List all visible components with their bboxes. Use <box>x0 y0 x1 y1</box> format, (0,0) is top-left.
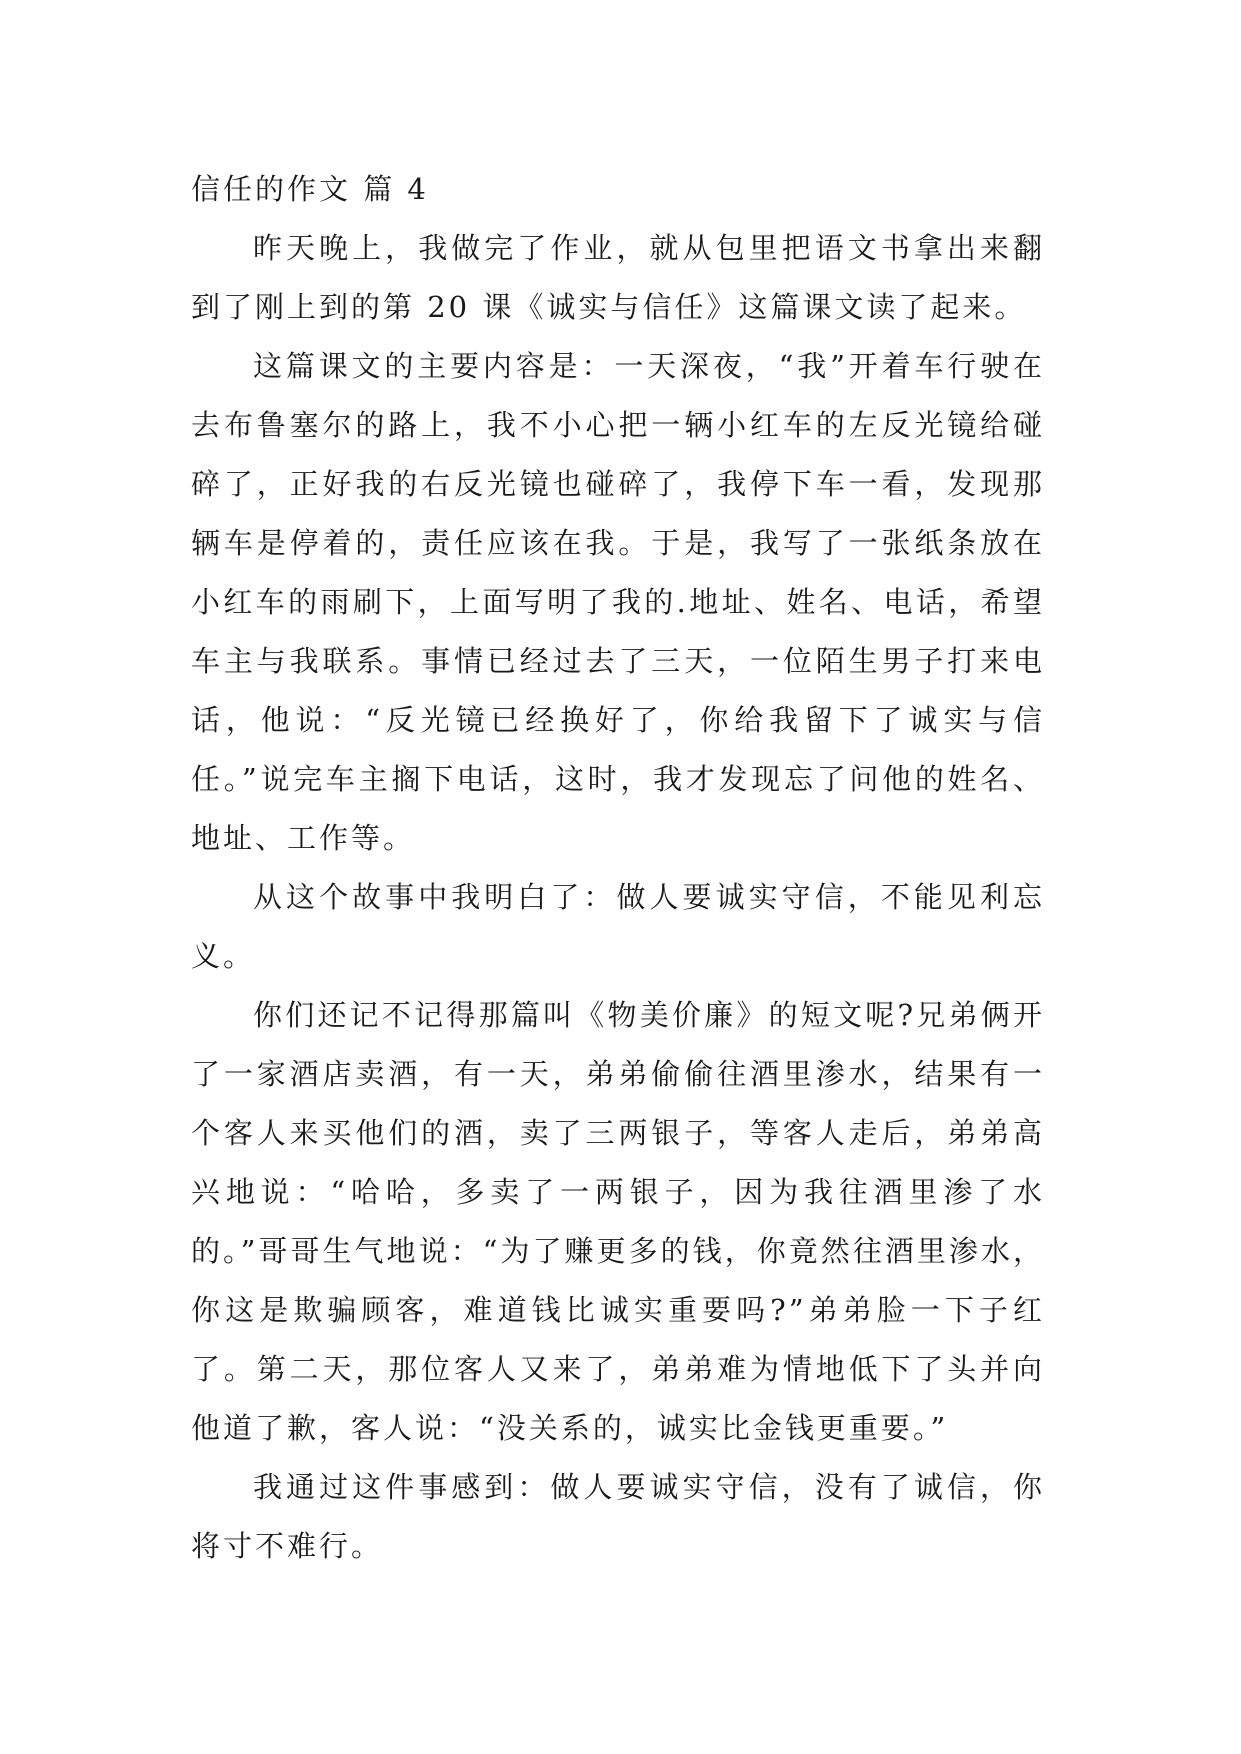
paragraph: 你们还记不记得那篇叫《物美价廉》的短文呢?兄弟俩开了一家酒店卖酒，有一天，弟弟偷偷往酒里渗水，结果有一个客人来买他们的酒，卖了三两银子，等客人走后，弟弟高兴地说：“哈哈，多卖了一两银子，因为我往酒里渗了水的。”哥哥生气地说：“为了赚更多的钱，你竟然往酒里渗水，你这是欺骗顾客，难道钱比诚实重要吗?”弟弟脸一下子红了。第二天，那位客人又来了，弟弟难为情地低下了头并向他道了歉，客人说：“没关系的，诚实比金钱更重要。” <box>191 998 1045 1445</box>
paragraph: 我通过这件事感到：做人要诚实守信，没有了诚信，你将寸不难行。 <box>191 1470 1045 1563</box>
paragraph: 从这个故事中我明白了：做人要诚实守信，不能见利忘义。 <box>191 880 1045 973</box>
document-body <box>191 160 1045 1576</box>
paragraph: 这篇课文的主要内容是：一天深夜，“我”开着车行驶在去布鲁塞尔的路上，我不小心把一辆小红车的左反光镜给碰碎了，正好我的右反光镜也碰碎了，我停下车一看，发现那辆车是停着的，责任应该在我。于是，我写了一张纸条放在小红车的雨刷下，上面写明了我的.地址、姓名、电话，希望车主与我联系。事情已经过去了三天，一位陌生男子打来电话，他说：“反光镜已经换好了，你给我留下了诚实与信任。”说完车主搁下电话，这时，我才发现忘了问他的姓名、地址、工作等。 <box>191 349 1045 855</box>
document-title: 信任的作文 篇 4 <box>191 172 429 206</box>
paragraph: 昨天晚上，我做完了作业，就从包里把语文书拿出来翻到了刚上到的第 20 课《诚实与信任》这篇课文读了起来。 <box>191 231 1045 324</box>
